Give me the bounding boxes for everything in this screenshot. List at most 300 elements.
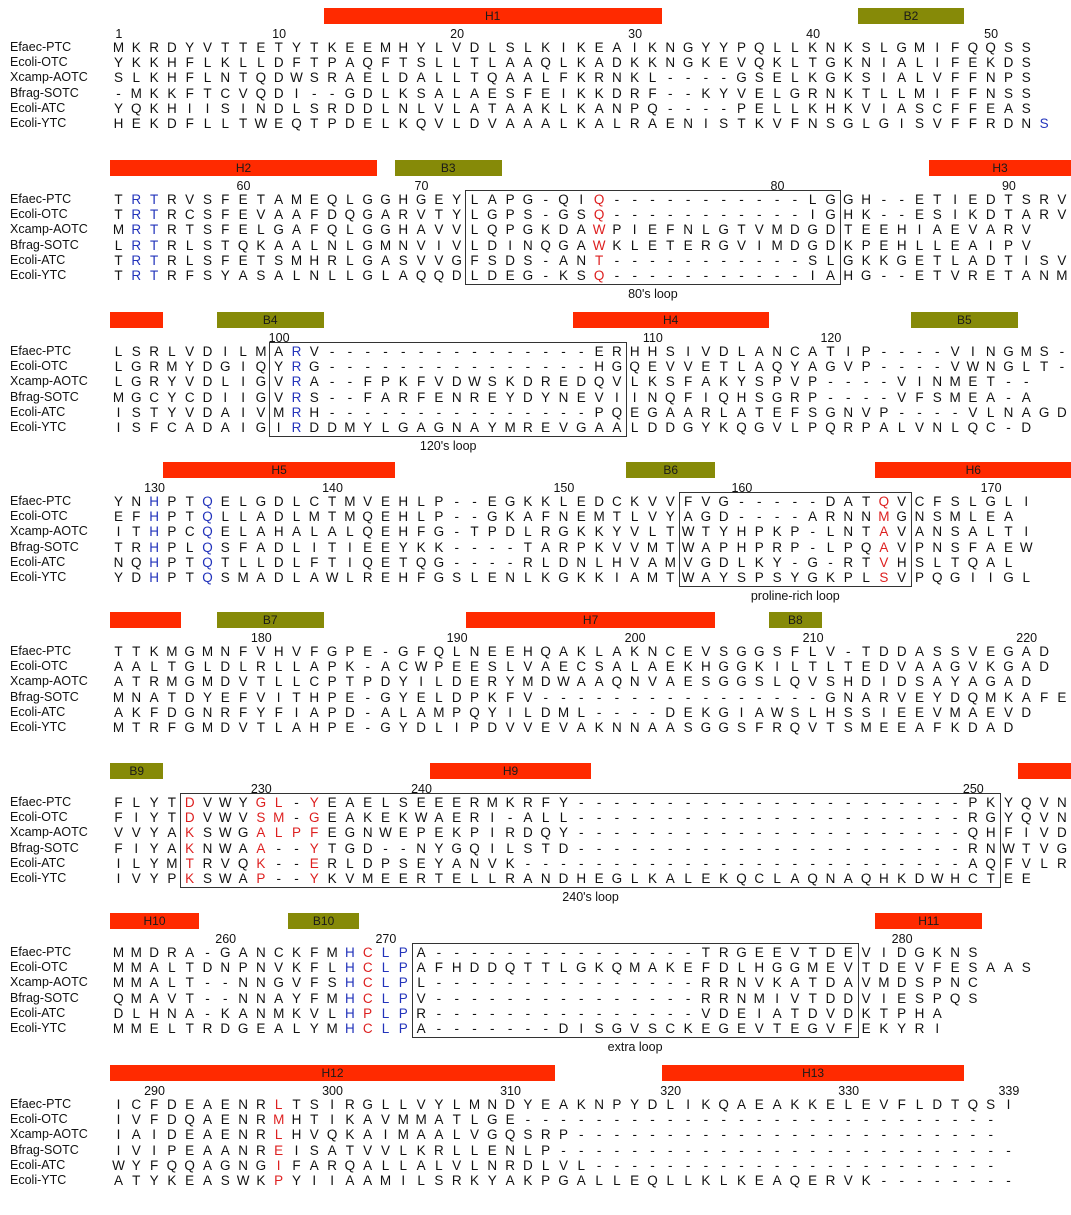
residue: G [718,1021,729,1036]
residue: - [685,975,691,991]
residue: P [594,404,604,420]
residue: L [292,509,301,525]
residue: L [470,871,479,886]
residue: T [185,554,194,570]
residue: - [329,389,335,405]
residue: A [167,840,177,856]
residue: - [881,207,887,223]
residue: H [398,570,409,585]
residue: G [309,359,320,375]
residue: A [416,70,426,86]
residue: S [523,1127,533,1143]
residue-number: 310 [500,1084,521,1098]
residue: A [968,855,978,871]
residue: F [310,960,319,976]
residue: A [274,990,284,1006]
residue: V [950,359,960,375]
residue: S [950,539,960,555]
residue: L [381,795,390,810]
residue: P [327,674,337,690]
residue: - [703,825,709,841]
residue: M [112,40,125,55]
ss-label: B8 [787,613,803,627]
residue: I [294,1142,299,1158]
residue: A [309,374,319,390]
residue: Q [665,389,676,405]
residue: R [362,570,373,585]
residue: F [416,389,426,405]
residue: R [149,359,159,375]
residue: R [291,389,302,405]
residue: P [932,990,942,1006]
residue: A [665,720,675,735]
residue: L [452,1142,461,1158]
residue: - [685,810,691,826]
residue: A [843,975,853,991]
residue: - [828,1127,833,1143]
residue: - [881,389,887,405]
residue: L [292,494,301,509]
residue: - [846,389,851,405]
residue: F [274,704,283,720]
residue: T [114,539,123,555]
residue: V [202,795,212,810]
residue: V [665,359,675,375]
residue: - [935,1127,940,1143]
residue: F [1039,689,1049,705]
residue: L [239,509,247,525]
residue: C [932,100,943,116]
residue: M [522,674,534,690]
residue: I [116,855,121,871]
residue: G [985,494,996,509]
residue: L [168,960,176,976]
residue: A [772,1173,782,1188]
residue: Q [967,689,979,705]
residue: M [379,40,392,55]
residue: G [1003,644,1014,659]
residue: D [523,389,533,405]
residue: G [184,659,195,675]
residue: V [558,1157,568,1173]
residue: V [291,644,301,659]
residue: T [1004,192,1013,207]
sequence-name: Efaec-PTC [10,40,72,54]
residue: - [899,1127,904,1143]
residue: L [381,100,390,116]
residue: K [487,689,497,705]
residue: E [487,494,497,509]
residue: V [416,237,426,253]
residue: V [113,825,123,841]
residue: - [792,494,798,509]
residue: V [754,1021,764,1036]
helix-bar [875,913,982,929]
residue: S [754,374,764,390]
residue: I [116,404,121,420]
residue: G [718,222,729,238]
residue: - [685,207,691,223]
residue: I [134,810,139,826]
residue: R [167,268,177,283]
residue: M [326,1021,338,1036]
residue: G [647,404,658,420]
residue: - [952,810,958,826]
residue: L [897,420,906,435]
residue: Y [772,554,782,570]
residue: M [949,374,961,390]
residue: G [825,689,836,705]
residue: Y [185,40,195,55]
residue: S [914,554,924,570]
residue: S [505,85,515,101]
residue: E [665,659,675,675]
residue: - [223,975,228,991]
residue: A [523,100,533,116]
sequence-row [0,975,1024,990]
residue: A [701,539,711,555]
residue: Y [487,420,497,435]
residue: Q [469,840,480,856]
sequence-name: Xcamp-AOTC [10,524,88,539]
sequence-name: Ecoli-ATC [10,855,66,870]
residue: - [312,85,317,101]
residue: - [543,1005,548,1021]
residue: Q [469,704,480,720]
residue: L [488,55,497,71]
residue: Q [718,389,729,405]
residue: G [487,207,498,223]
residue: A [808,359,818,375]
sequence-row [0,555,1024,570]
loop-label: 240's loop [562,890,619,905]
sequence-name: Bfrag-SOTC [10,1142,79,1157]
residue: D [790,237,800,253]
residue: - [846,374,851,390]
residue: R [291,404,302,420]
residue: R [149,40,159,55]
residue: I [882,100,886,116]
residue: D [718,554,729,570]
residue-number: 220 [1016,631,1038,645]
residue: L [470,570,479,585]
residue: I [882,70,886,86]
residue: E [380,509,390,525]
residue: M [112,945,125,960]
residue: C [914,494,925,509]
residue: M [255,344,267,359]
residue: - [703,252,709,268]
residue: - [899,192,904,207]
residue: C [362,945,373,960]
residue: M [468,1097,481,1112]
residue: Q [593,207,605,223]
residue: P [363,674,373,690]
residue: L [577,1157,586,1173]
residue: - [721,689,726,705]
residue: M [201,644,214,659]
residue: E [398,871,408,886]
residue: S [968,945,978,960]
residue: T [114,268,123,283]
residue: I [704,116,708,131]
residue: K [576,1097,586,1112]
residue: - [614,704,620,720]
residue: S [754,70,764,86]
residue: - [490,554,495,570]
residue: - [970,1142,976,1158]
residue: E [469,674,479,690]
residue: N [825,85,836,101]
residue: A [149,689,159,705]
residue: A [291,207,301,223]
residue: - [828,825,833,841]
residue: Y [185,359,195,375]
residue: E [986,704,996,720]
residue: Y [149,825,159,841]
residue: F [310,990,319,1006]
residue: L [274,825,283,841]
residue: - [757,207,762,223]
residue: H [451,960,462,976]
residue: A [309,659,319,675]
residue: K [808,70,818,86]
residue: E [897,704,907,720]
residue: A [505,70,515,86]
ss-label: H6 [965,463,981,477]
sequence-row [0,268,1068,283]
residue: N [220,644,231,659]
residue: R [612,344,622,359]
residue: Y [416,40,426,55]
residue: - [810,539,815,555]
residue: H [736,524,747,540]
residue: Q [131,554,142,570]
residue: S [131,404,141,420]
residue: E [416,795,426,810]
residue: A [523,871,533,886]
residue: K [523,494,533,509]
residue: - [988,1127,993,1143]
residue: N [505,570,515,585]
residue: D [362,85,373,101]
residue: E [683,644,693,659]
residue: C [398,659,409,675]
residue: - [952,825,958,841]
residue: P [398,1005,408,1021]
residue: H [113,116,124,131]
residue: Y [541,389,551,405]
residue: G [433,420,445,435]
residue: A [701,570,711,585]
residue: E [220,689,230,705]
residue: M [237,570,249,585]
residue: M [130,945,142,960]
residue: - [685,990,691,1006]
residue: L [435,70,443,86]
residue: K [647,871,657,886]
residue: D [1057,404,1067,420]
residue: I [686,1097,690,1112]
residue: T [185,855,194,871]
residue: D [540,704,551,720]
residue: K [327,871,337,886]
residue: L [381,1157,390,1173]
residue: - [632,855,637,871]
residue: S [416,55,426,71]
residue: A [416,420,426,435]
residue: - [828,554,833,570]
residue: D [469,40,480,55]
residue: Y [167,404,177,420]
residue: E [505,644,515,659]
residue: N [932,420,943,435]
residue: R [968,810,978,826]
residue: L [435,1157,443,1173]
residue: A [274,237,284,253]
residue: K [719,420,729,435]
residue: A [968,524,978,540]
ss-label: B9 [129,764,145,778]
residue-number: 100 [268,331,290,345]
residue: R [167,252,177,268]
residue: D [665,420,676,435]
residue: T [844,659,853,675]
residue: - [917,825,922,841]
residue: L [452,55,461,71]
residue: - [774,494,780,509]
residue: D [362,855,373,871]
sequence-row [0,945,1024,960]
residue: E [487,389,497,405]
residue: P [808,420,818,435]
residue: D [1039,659,1049,675]
residue: S [523,840,533,856]
residue: A [291,524,301,540]
residue: R [701,237,711,253]
residue: - [917,810,922,826]
strand-bar [217,612,324,628]
residue: - [881,374,887,390]
residue: N [647,644,658,659]
residue: L [381,116,390,131]
residue: V [968,659,978,675]
residue: E [416,689,426,705]
residue: S [1039,252,1049,268]
residue: R [718,945,729,960]
residue: F [185,268,194,283]
residue: - [810,825,815,841]
residue: E [541,85,551,101]
residue: D [718,960,729,976]
residue: P [469,689,479,705]
residue: - [579,1127,584,1143]
helix-bar [110,913,199,929]
residue: P [327,689,337,705]
residue: Y [452,192,462,207]
residue: T [167,810,177,826]
residue: R [256,1112,266,1128]
residue: L [880,85,888,101]
residue: S [736,720,746,735]
residue: T [861,554,871,570]
sequence-name: Ecoli-ATC [10,1005,66,1020]
residue: - [579,855,584,871]
residue: L [346,237,354,253]
residue: G [718,237,729,253]
residue: K [719,871,729,886]
residue: E [380,810,390,826]
residue: T [399,554,408,570]
residue: - [1006,420,1011,435]
residue: - [614,840,620,856]
residue: T [861,524,871,540]
sequence-name: Efaec-PTC [10,344,72,358]
residue: I [971,344,975,359]
residue: G [878,116,890,131]
residue: L [648,524,657,540]
residue: M [664,554,676,570]
residue: - [757,689,762,705]
residue: - [881,1157,887,1173]
residue: K [185,840,195,856]
residue: H [576,871,587,886]
sequence-name: Ecoli-ATC [10,252,66,267]
residue: - [685,689,691,705]
residue: T [221,40,230,55]
residue: L [203,116,212,131]
residue: T [808,55,817,71]
residue: A [541,116,551,131]
residue: T [167,659,177,675]
residue: T [167,795,177,810]
residue: - [828,810,833,826]
residue: - [685,100,691,116]
residue: V [843,1173,853,1188]
residue: E [220,494,230,509]
sequence-name: Bfrag-SOTC [10,389,79,404]
residue: F [149,1157,159,1173]
residue: - [294,840,299,856]
residue: - [685,268,691,283]
residue: Q [202,554,213,570]
residue: - [846,840,851,856]
residue: E [701,871,711,886]
residue: G [255,795,267,810]
residue: G [255,420,267,435]
residue: - [757,252,762,268]
residue: A [363,1173,373,1188]
residue: Q [202,509,213,525]
residue: S [914,100,924,116]
residue: - [917,359,922,375]
residue: V [968,222,978,238]
residue: S [274,252,284,268]
residue: Y [256,704,266,720]
residue: Q [754,40,765,55]
residue: Y [487,1173,497,1188]
residue: V [861,975,871,991]
residue: Y [363,420,373,435]
residue: G [220,1157,231,1173]
residue: L [292,100,301,116]
residue: - [507,975,513,991]
residue: - [863,810,869,826]
residue: L [541,810,550,826]
residue: E [754,1173,764,1188]
residue: A [380,252,390,268]
residue: E [327,810,337,826]
